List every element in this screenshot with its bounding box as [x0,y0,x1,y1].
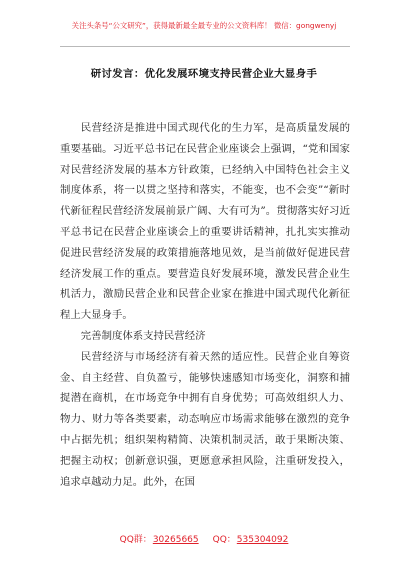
qq-group-label: QQ群： [119,535,152,545]
qq-number[interactable]: 535304092 [236,535,289,545]
section-heading: 完善制度体系支持民营经济 [80,329,206,342]
intro-paragraph: 民营经济是推进中国式现代化的生力军，是高质量发展的重要基础。习近平总书记在民营企业座谈会上强调，“党和国家对民营经济发展的基本方针政策，已经纳入中国特色社会主义制度体系，将一以贯之坚持和落实，不能变，也不会变”“新时代新征程民营经济发展前景广阔、大有可为”。贯彻落实好习近平总书记在民营企业座谈会上的重要讲话精神，扎扎实实推动促进民营经济发展的政策措施落地见效，是当前做好促进民营经济发展工作的重点。要营造良好发展环境，激发民营企业生机活力，激励民营企业和民营企业家在推进中国式现代化新征程上大显身手。 [60,122,350,322]
document-body [60,118,350,492]
document-title: 研讨发言：优化发展环境支持民营企业大显身手 [90,68,318,80]
page-footer [0,532,408,545]
page-header: 关注头条号“公文研究”，获得最新最全最专业的公文资料库！ 微信：gongwenyj [71,21,337,30]
qq-label: QQ： [212,535,236,545]
header-divider [60,46,350,47]
qq-group-number[interactable]: 30265665 [152,535,199,545]
section-paragraph: 民营经济与市场经济有着天然的适应性。民营企业自筹资金、自主经营、自负盈亏，能够快速感知市场变化，洞察和捕捉潜在商机，在市场竞争中拥有自身优势；可高效组织人力、物力、财力等各类要素，动态响应市场需求能够在激烈的竞争中占据先机；组织架构精简、决策机制灵活，敢于果断决策、把握主动权；创新意识强，更愿意承担风险，注重研发投入，追求卓越动力足。此外，在国 [60,350,350,488]
